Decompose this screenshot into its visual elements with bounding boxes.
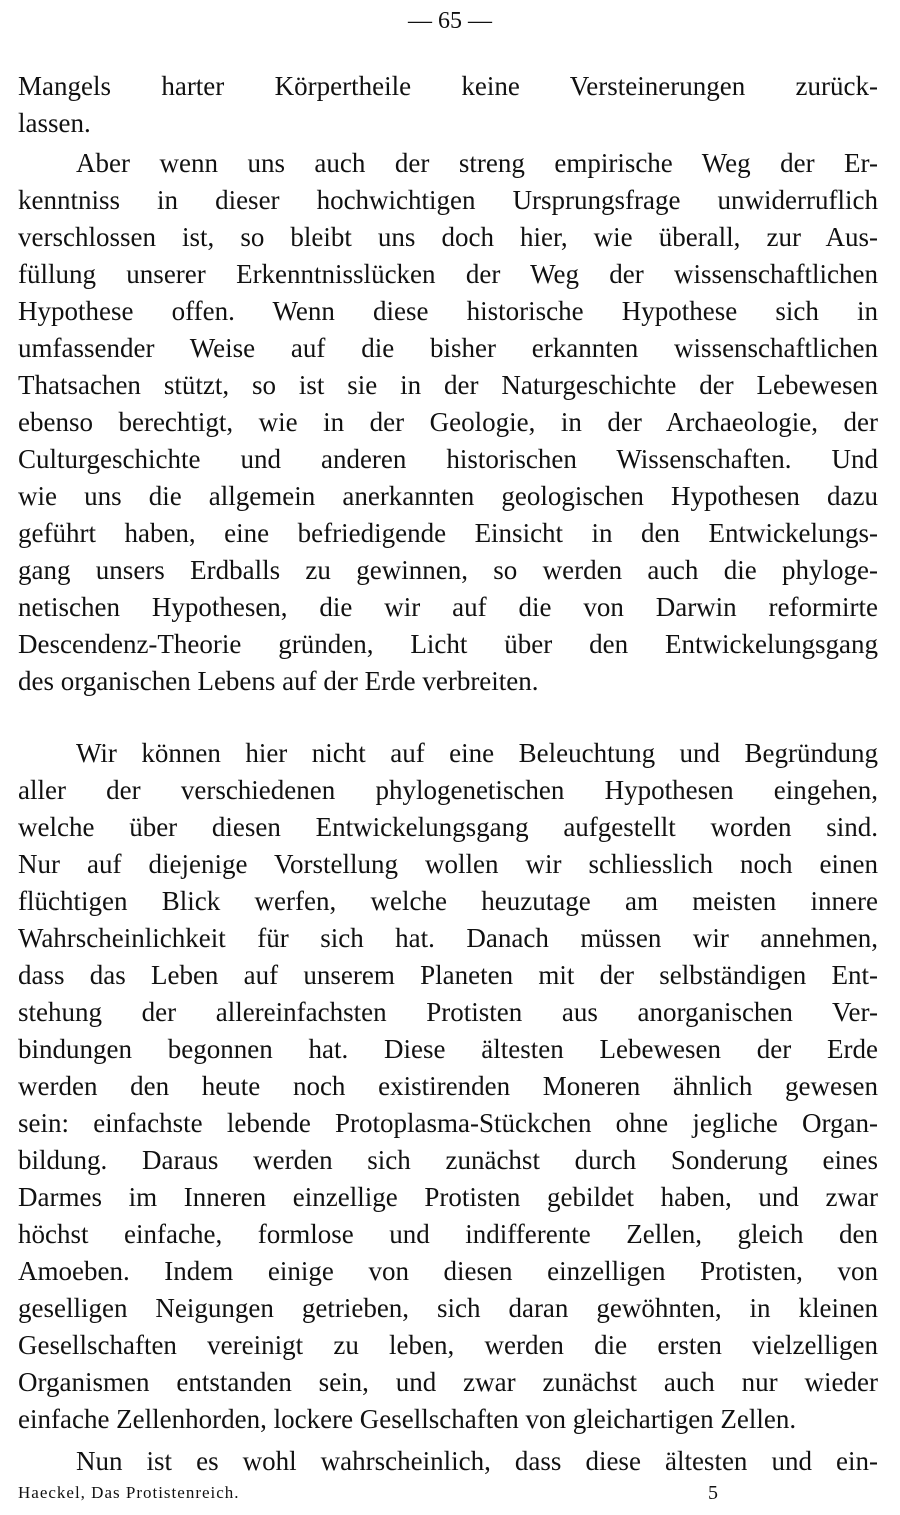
paragraph-1 (18, 68, 878, 142)
text-line: Wahrscheinlichkeit für sich hat. Danach müssen wir annehmen, (18, 923, 878, 953)
text-line: Amoeben. Indem einige von diesen einzelligen Protisten, von (18, 1256, 878, 1286)
text-line: wie uns die allgemein anerkannten geologischen Hypothesen dazu (18, 481, 878, 511)
text-line: des organischen Lebens auf der Erde verbreiten. (18, 666, 539, 696)
footer-signature: Haeckel, Das Protistenreich. (18, 1483, 240, 1502)
text-line: Aber wenn uns auch der streng empirische Weg der Er- (76, 148, 878, 178)
text-line: Wir können hier nicht auf eine Beleuchtung und Begründung (76, 738, 878, 768)
text-line: Gesellschaften vereinigt zu leben, werden die ersten vielzelligen (18, 1330, 878, 1360)
text-line: welche über diesen Entwickelungsgang aufgestellt worden sind. (18, 812, 878, 842)
text-line: geführt haben, eine befriedigende Einsicht in den Entwickelungs- (18, 518, 878, 548)
page-footer (18, 1480, 878, 1506)
text-line: dass das Leben auf unserem Planeten mit der selbständigen Ent- (18, 960, 878, 990)
text-line: ebenso berechtigt, wie in der Geologie, in der Archaeologie, der (18, 407, 878, 437)
sheet-number: 5 (708, 1482, 718, 1504)
text-line: lassen. (18, 108, 91, 138)
text-line: sein: einfachste lebende Protoplasma-Stückchen ohne jegliche Organ- (18, 1108, 878, 1138)
text-line: Hypothese offen. Wenn diese historische Hypothese sich in (18, 296, 878, 326)
text-line: Mangels harter Körpertheile keine Versteinerungen zurück- (18, 71, 878, 101)
text-line: Culturgeschichte und anderen historischen Wissenschaften. Und (18, 444, 878, 474)
text-line: netischen Hypothesen, die wir auf die von Darwin reformirte (18, 592, 878, 622)
text-line: Nun ist es wohl wahrscheinlich, dass diese ältesten und ein- (76, 1446, 878, 1476)
paragraph-4 (18, 1443, 878, 1480)
text-line: flüchtigen Blick werfen, welche heuzutage am meisten innere (18, 886, 878, 916)
text-line: werden den heute noch existirenden Moneren ähnlich gewesen (18, 1071, 878, 1101)
text-line: kenntniss in dieser hochwichtigen Ursprungsfrage unwiderruflich (18, 185, 878, 215)
paragraph-2 (18, 145, 878, 700)
text-line: stehung der allereinfachsten Protisten aus anorganischen Ver- (18, 997, 878, 1027)
text-line: Descendenz-Theorie gründen, Licht über den Entwickelungsgang (18, 629, 878, 659)
text-line: bindungen begonnen hat. Diese ältesten Lebewesen der Erde (18, 1034, 878, 1064)
text-line: geselligen Neigungen getrieben, sich daran gewöhnten, in kleinen (18, 1293, 878, 1323)
text-line: füllung unserer Erkenntnisslücken der Weg der wissenschaftlichen (18, 259, 878, 289)
page-number: — 65 — (408, 8, 492, 34)
text-line: bildung. Daraus werden sich zunächst durch Sonderung eines (18, 1145, 878, 1175)
text-line: Organismen entstanden sein, und zwar zunächst auch nur wieder (18, 1367, 878, 1397)
paragraph-3 (18, 735, 878, 1438)
text-line: Thatsachen stützt, so ist sie in der Naturgeschichte der Lebewesen (18, 370, 878, 400)
text-line: verschlossen ist, so bleibt uns doch hier, wie überall, zur Aus- (18, 222, 878, 252)
text-line: Nur auf diejenige Vorstellung wollen wir schliesslich noch einen (18, 849, 878, 879)
text-line: Darmes im Inneren einzellige Protisten gebildet haben, und zwar (18, 1182, 878, 1212)
text-line: aller der verschiedenen phylogenetischen Hypothesen eingehen, (18, 775, 878, 805)
text-line: höchst einfache, formlose und indifferente Zellen, gleich den (18, 1219, 878, 1249)
text-line: gang unsers Erdballs zu gewinnen, so werden auch die phyloge- (18, 555, 878, 585)
text-line: umfassender Weise auf die bisher erkannten wissenschaftlichen (18, 333, 878, 363)
text-line: einfache Zellenhorden, lockere Gesellschaften von gleichartigen Zellen. (18, 1404, 797, 1434)
